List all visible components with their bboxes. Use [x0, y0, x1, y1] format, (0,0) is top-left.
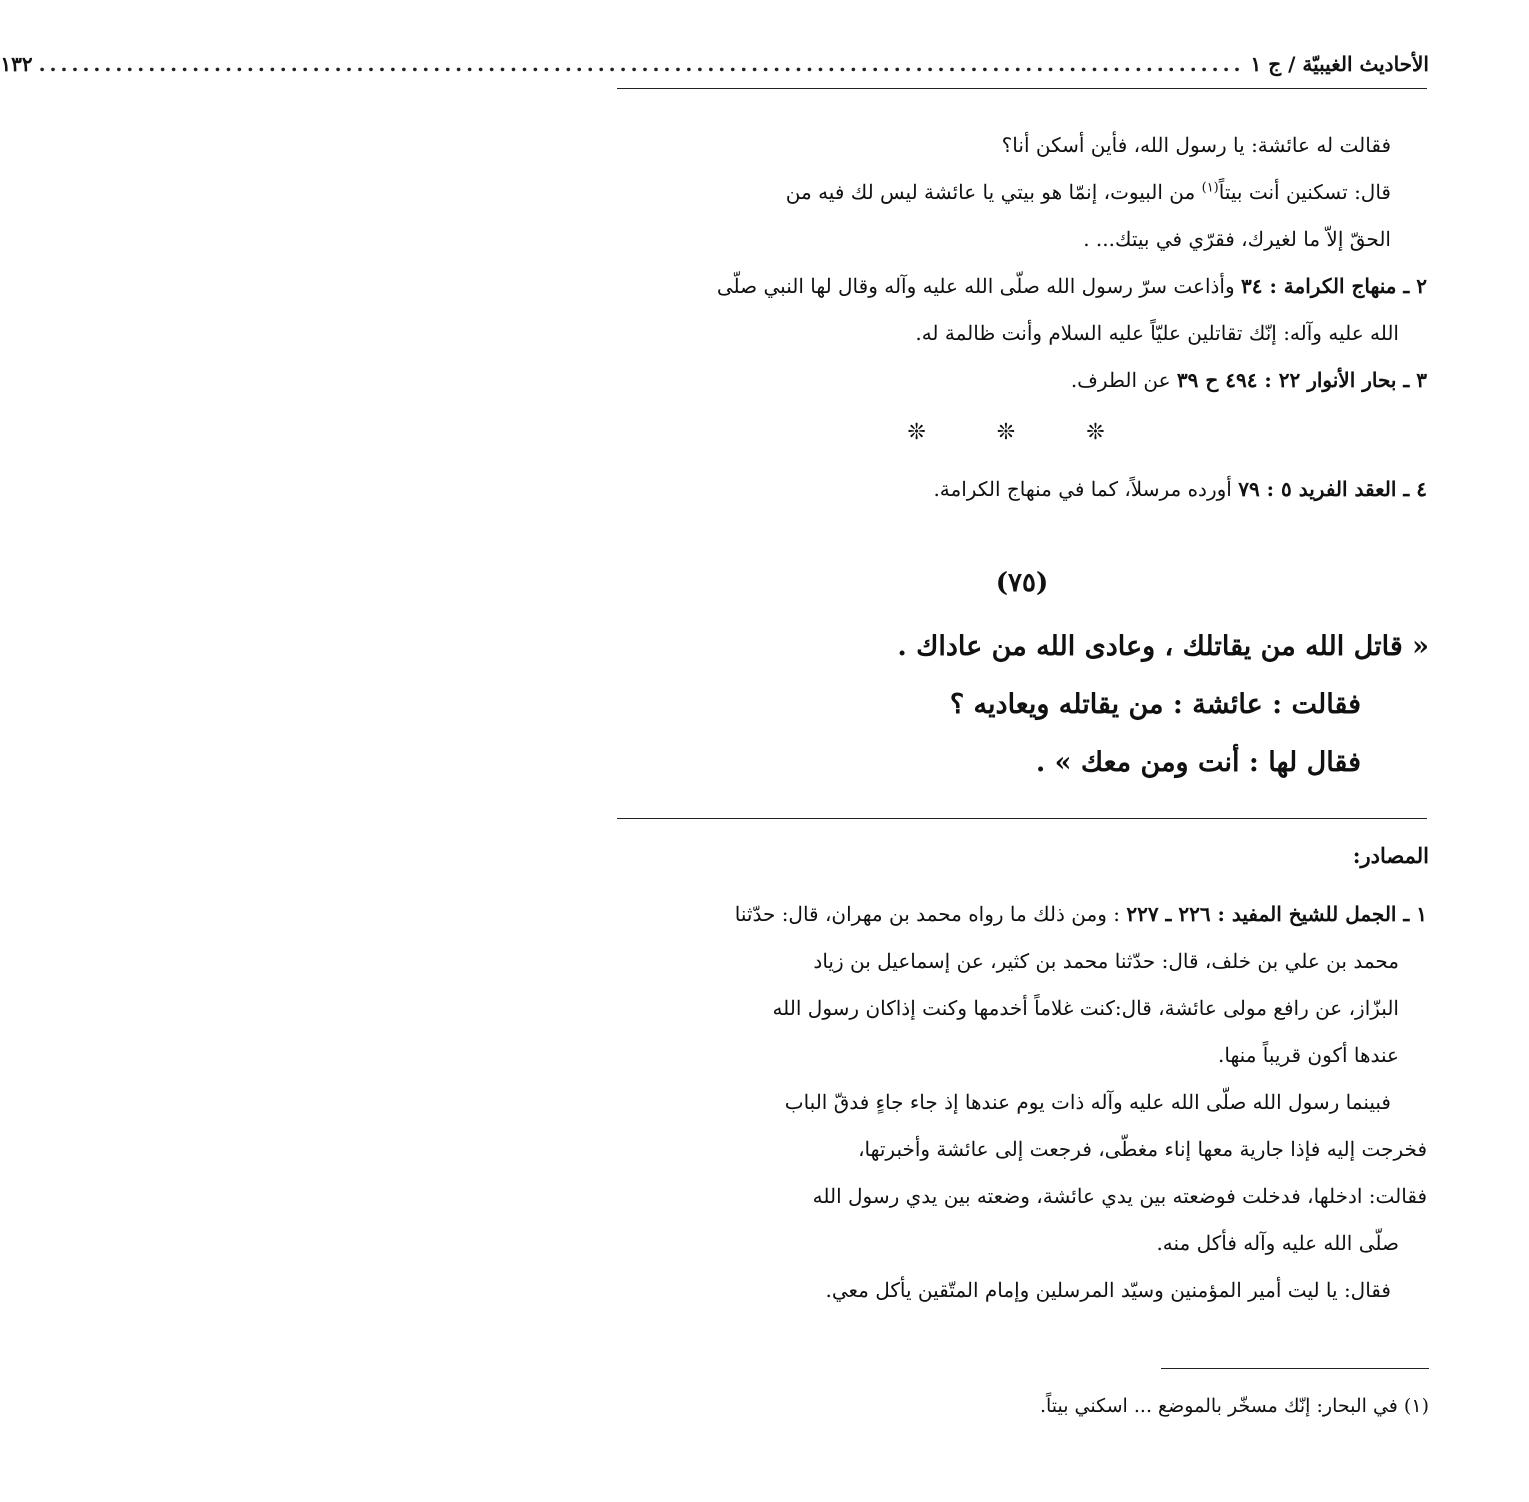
sources-heading: المصادر:	[1352, 843, 1429, 868]
source-4-block	[615, 466, 1427, 513]
hadith-number: (٧٥)	[995, 568, 1049, 598]
footnote-divider	[1161, 1368, 1429, 1369]
header-divider	[617, 88, 1427, 89]
source-2	[615, 263, 1427, 310]
hadith-line-1: « قاتل الله من يقاتلك ، وعادى الله من عاداك .	[897, 631, 1429, 662]
top-text-block	[615, 122, 1427, 404]
paragraph-2-line-3: فقالت: ادخلها، فدخلت فوضعته بين يدي عائشة، وضعته بين يدي رسول الله	[812, 1184, 1427, 1208]
hadith-text	[615, 618, 1429, 792]
source-2-label: ٢ ـ منهاج الكرامة : ٣٤	[1241, 274, 1427, 298]
source-3-text: عن الطرف.	[1070, 368, 1177, 392]
source-4-text: أورده مرسلاً، كما في منهاج الكرامة.	[933, 477, 1239, 501]
source-1-label: ١ ـ الجمل للشيخ المفيد : ٢٢٦ ـ ٢٢٧	[1126, 902, 1427, 926]
page-number: ١٣٢	[0, 52, 33, 76]
footnote-ref[interactable]: (١)	[1201, 180, 1219, 196]
paragraph-2-line-4: صلّى الله عليه وآله فأكل منه.	[1156, 1231, 1399, 1255]
paragraph-2-line-1: فبينما رسول الله صلّى الله عليه وآله ذات يوم عندها إذ جاء جاءٍ فدقّ الباب	[784, 1090, 1391, 1114]
dialogue-line-2a: قال: تسكنين أنت بيتاً	[1218, 180, 1391, 204]
source-4	[615, 466, 1427, 513]
sources-block	[615, 891, 1427, 1314]
separator-stars: ❊ ❊ ❊	[907, 420, 1137, 445]
footnote: (١) في البحار: إنّك مسخّر بالموضع ... اسكني بيتاً.	[1039, 1395, 1429, 1417]
source-1-text: : ومن ذلك ما رواه محمد بن مهران، قال: حدّثنا	[734, 902, 1127, 926]
hadith-line-2: فقالت : عائشة : من يقاتله ويعاديه ؟	[949, 689, 1361, 720]
dialogue-line-2	[615, 169, 1427, 216]
running-header	[0, 44, 1429, 84]
source-2-continued: الله عليه وآله: إنّك تقاتلين عليّاً عليه السلام وأنت ظالمة له.	[915, 321, 1399, 345]
running-title: الأحاديث الغيبيّة / ج ١	[1250, 52, 1429, 76]
dialogue-line-1: فقالت له عائشة: يا رسول الله، فأين أسكن أنا؟	[1001, 133, 1391, 157]
source-1-line-2: محمد بن علي بن خلف، قال: حدّثنا محمد بن كثير، عن إسماعيل بن زياد	[813, 949, 1399, 973]
paragraph-2-line-2: فخرجت إليه فإذا جارية معها إناء مغطّى، فرجعت إلى عائشة وأخبرتها،	[858, 1137, 1427, 1161]
source-3-label: ٣ ـ بحار الأنوار ٢٢ : ٤٩٤ ح ٣٩	[1176, 368, 1427, 392]
source-2-text: وأذاعت سرّ رسول الله صلّى الله عليه وآله وقال لها النبي صلّى	[716, 274, 1242, 298]
source-1	[615, 891, 1427, 938]
source-1-line-4: عندها أكون قريباً منها.	[1218, 1043, 1399, 1067]
source-3	[615, 357, 1427, 404]
source-4-label: ٤ ـ العقد الفريد ٥ : ٧٩	[1238, 477, 1427, 501]
section-divider	[617, 818, 1427, 819]
paragraph-3-line-1: فقال: يا ليت أمير المؤمنين وسيّد المرسلين وإمام المتّقين يأكل معي.	[825, 1278, 1391, 1302]
leader-dots: ..............................................................................................................	[38, 52, 1245, 76]
source-1-line-3: البزّاز، عن رافع مولى عائشة، قال:كنت غلاماً أخدمها وكنت إذاكان رسول الله	[772, 996, 1399, 1020]
dialogue-line-2b: من البيوت، إنمّا هو بيتي يا عائشة ليس لك فيه من	[785, 180, 1202, 204]
dialogue-line-3: الحقّ إلاّ ما لغيرك، فقرّي في بيتك... .	[1083, 227, 1391, 251]
hadith-line-3: فقال لها : أنت ومن معك » .	[1035, 747, 1361, 778]
